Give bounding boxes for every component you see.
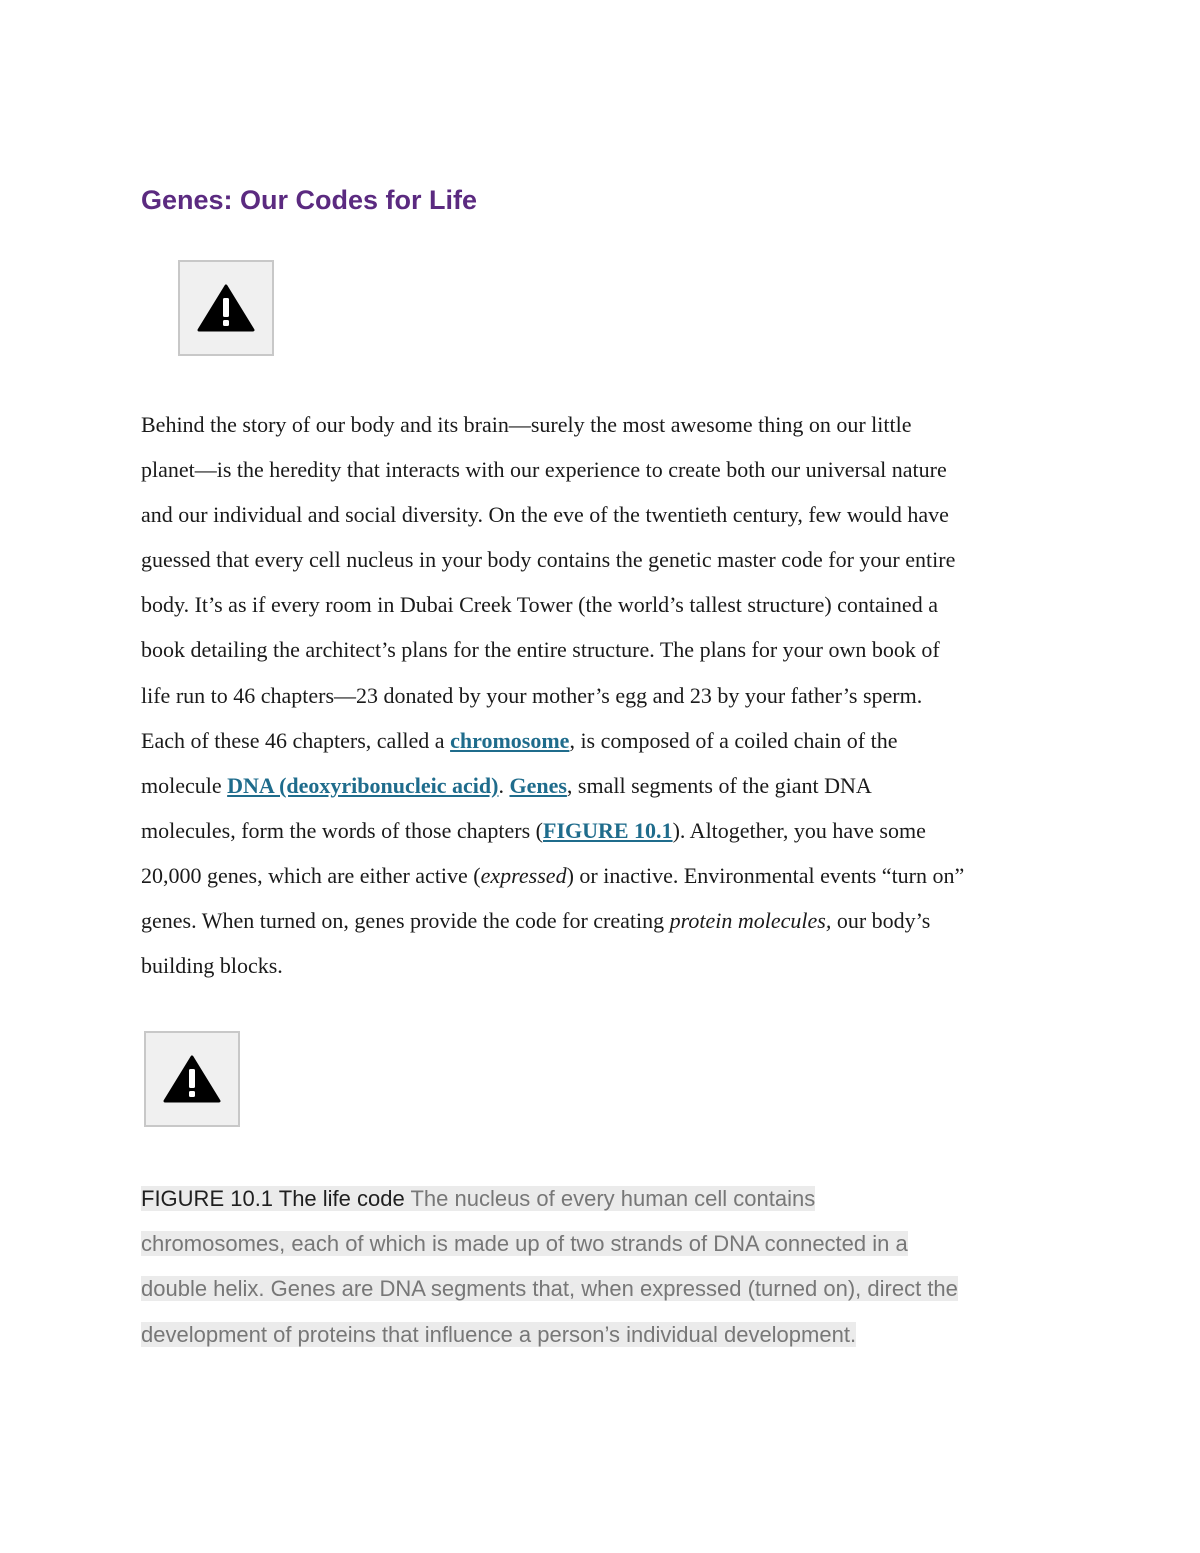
italic-term: protein molecules,: [669, 908, 832, 934]
chromosome-link[interactable]: chromosome: [450, 727, 570, 753]
figure-link[interactable]: FIGURE 10.1: [543, 817, 673, 843]
body-text-segment: molecule: [141, 772, 228, 798]
body-text-segment: genes. When turned on, genes provide the code for creating: [141, 908, 670, 934]
body-line: [141, 808, 1071, 853]
body-line: [141, 898, 1071, 943]
body-text-segment: Each of these 46 chapters, called a: [141, 727, 451, 753]
body-line: book detailing the architect’s plans for the entire structure. The plans for your own book of: [141, 637, 940, 663]
caption-line: [141, 1266, 1081, 1311]
body-line: [141, 763, 1071, 808]
body-text-segment: .: [498, 772, 510, 798]
warning-icon: [197, 283, 255, 333]
body-line: [141, 853, 1071, 898]
body-line: Behind the story of our body and its brain—surely the most awesome thing on our little: [141, 412, 912, 437]
caption-text: chromosomes, each of which is made up of two strands of DNA connected in a: [141, 1231, 908, 1257]
body-text-segment: molecules, form the words of those chapters (: [141, 817, 543, 843]
body-line: [141, 718, 1071, 763]
caption-text: development of proteins that influence a person’s individual development.: [141, 1321, 857, 1347]
caption-text: The nucleus of every human cell contains: [404, 1186, 816, 1211]
body-text-segment: 20,000 genes, which are either active (: [141, 862, 481, 888]
figure-image-placeholder: [144, 1031, 240, 1127]
dna-link[interactable]: DNA (deoxyribonucleic acid): [227, 772, 499, 798]
body-paragraph: [141, 402, 1071, 988]
body-text-segment: , is composed of a coiled chain of the: [569, 727, 898, 753]
body-text-segment: ) or inactive. Environmental events “turn on”: [566, 862, 965, 888]
italic-term: expressed: [480, 862, 567, 888]
page-title: Genes: Our Codes for Life: [141, 185, 478, 215]
body-text-segment: , small segments of the giant DNA: [566, 772, 872, 798]
body-line: guessed that every cell nucleus in your body contains the genetic master code for your entire: [141, 547, 956, 573]
body-line: and our individual and social diversity. On the eve of the twentieth century, few would have: [141, 502, 949, 528]
caption-label: FIGURE 10.1 The life code: [141, 1186, 405, 1211]
body-text-segment: our body’s: [831, 908, 931, 934]
caption-line: [141, 1176, 1081, 1221]
body-line: building blocks.: [141, 953, 283, 979]
figure-caption: [141, 1176, 1081, 1357]
body-line: life run to 46 chapters—23 donated by your mother’s egg and 23 by your father’s sperm.: [141, 682, 923, 708]
warning-icon: [163, 1054, 221, 1104]
image-placeholder: [178, 260, 274, 356]
body-line: body. It’s as if every room in Dubai Creek Tower (the world’s tallest structure) contained a: [141, 592, 938, 618]
genes-link[interactable]: Genes: [509, 772, 567, 798]
body-text-segment: ). Altogether, you have some: [672, 817, 926, 843]
caption-line: [141, 1221, 1081, 1266]
caption-text: double helix. Genes are DNA segments that, when expressed (turned on), direct the: [141, 1276, 958, 1302]
caption-line: [141, 1312, 1081, 1357]
body-line: planet—is the heredity that interacts with our experience to create both our universal nature: [141, 457, 947, 483]
